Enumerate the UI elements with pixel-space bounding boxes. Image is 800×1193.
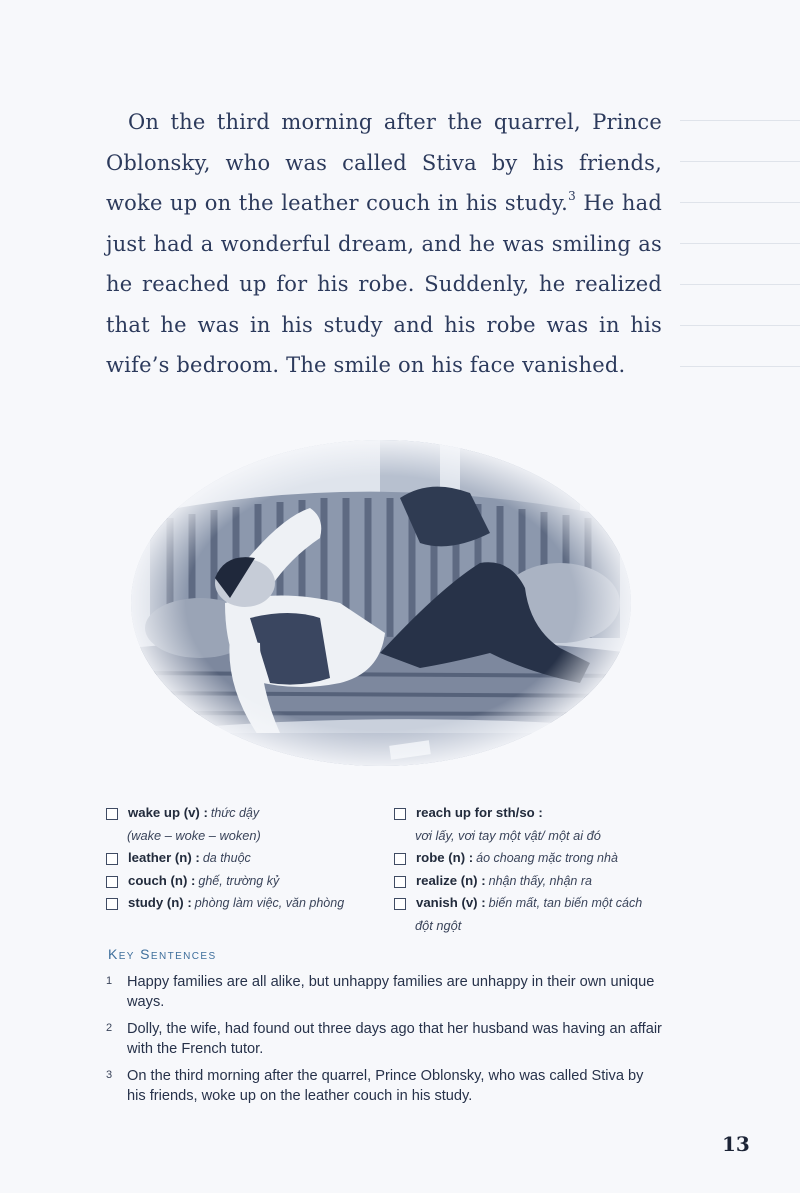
- story-paragraph: [106, 102, 662, 386]
- page-number: 13: [722, 1132, 750, 1156]
- vocab-term: couch (n) :: [128, 872, 196, 888]
- story-passage: [106, 102, 662, 386]
- vocab-checkbox[interactable]: [394, 898, 406, 910]
- vocab-definition: ghế, trường kỷ: [198, 873, 280, 888]
- vocab-definition: biến mất, tan biến một cách: [488, 896, 643, 910]
- vocab-note: (wake – woke – woken): [127, 827, 261, 843]
- vocab-checkbox[interactable]: [106, 876, 118, 888]
- key-sentence-number: 2: [106, 1022, 113, 1034]
- footnote-marker: 3: [568, 189, 576, 203]
- key-sentences-heading: Key Sentences: [108, 946, 217, 962]
- vocabulary-right-column: [394, 802, 684, 937]
- vocabulary-left-column: [106, 802, 376, 915]
- key-sentence: [106, 972, 666, 1012]
- vocab-checkbox[interactable]: [394, 808, 406, 820]
- key-sentence: [106, 1019, 666, 1059]
- vocab-term: reach up for sth/so :: [416, 805, 543, 820]
- story-illustration: [130, 438, 632, 768]
- vocab-item: [106, 892, 376, 915]
- vocab-item: [394, 870, 684, 893]
- vocab-term: wake up (v) :: [128, 805, 208, 820]
- vocab-item: [106, 870, 376, 893]
- vocab-item: [394, 847, 684, 870]
- vocab-checkbox[interactable]: [106, 898, 118, 910]
- vocab-checkbox[interactable]: [106, 853, 118, 865]
- vocab-checkbox[interactable]: [394, 876, 406, 888]
- vocab-term: robe (n) :: [416, 850, 474, 865]
- vocab-definition: da thuộc: [202, 851, 251, 865]
- vocab-definition: nhận thấy, nhận ra: [488, 873, 592, 888]
- vocab-item: [106, 847, 376, 870]
- vocab-item: [106, 802, 376, 825]
- vocab-definition: áo choang mặc trong nhà: [476, 851, 618, 865]
- vocab-item: [394, 892, 684, 915]
- story-text-part-1: On the third morning after the quarrel, Prince Oblonsky, who was called Stiva by his friends, woke up on the leather couch in his study.: [106, 110, 662, 215]
- key-sentence-number: 1: [106, 975, 113, 987]
- key-sentences-list: [106, 972, 666, 1113]
- vocab-note: vơi lấy, vơi tay một vật/ một ai đó: [415, 827, 601, 843]
- vocab-item: [394, 802, 684, 825]
- vocab-term: realize (n) :: [416, 872, 486, 888]
- story-text-part-2: He had just had a wonderful dream, and he was smiling as he reached up for his robe. Suddenly, he realized that he was in his study and his robe was in his wife’s bedroom. The smile on his face vanished.: [106, 191, 662, 377]
- key-sentence: [106, 1066, 666, 1106]
- vocab-definition: phòng làm việc, văn phòng: [194, 896, 345, 910]
- illustration-man-lying-on-couch-icon: [130, 438, 632, 768]
- key-sentence-number: 3: [106, 1069, 113, 1081]
- vocab-term: vanish (v) :: [416, 895, 486, 910]
- key-sentence-text: Happy families are all alike, but unhappy families are unhappy in their own unique ways.: [127, 974, 655, 1010]
- vocab-term: leather (n) :: [128, 850, 200, 865]
- vocab-checkbox[interactable]: [394, 853, 406, 865]
- vocab-definition: thức dậy: [210, 806, 260, 820]
- key-sentence-text: On the third morning after the quarrel, Prince Oblonsky, who was called Stiva by his friends, woke up on the leather couch in his study.: [127, 1068, 644, 1104]
- key-sentence-text: Dolly, the wife, had found out three days ago that her husband was having an affair with the French tutor.: [127, 1021, 662, 1057]
- vocab-term: study (n) :: [128, 895, 192, 910]
- vocab-checkbox[interactable]: [106, 808, 118, 820]
- margin-rules: [680, 120, 800, 420]
- vocab-note: đột ngột: [415, 917, 462, 933]
